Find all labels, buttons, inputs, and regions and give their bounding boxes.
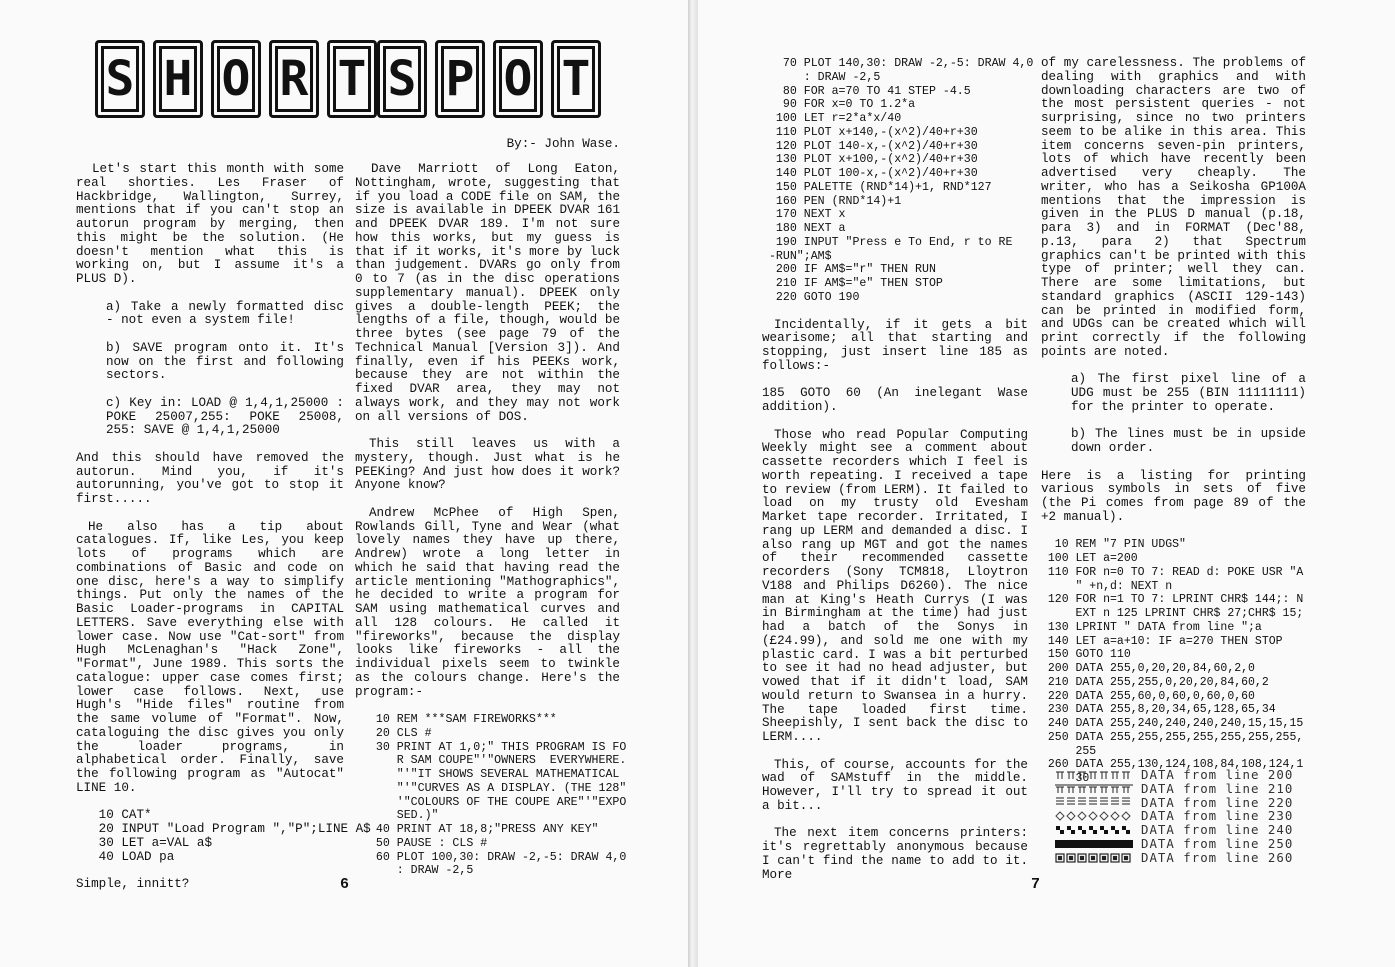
printout-label: DATA from line 230 [1141, 808, 1294, 824]
masthead-letter: R [269, 40, 319, 118]
paragraph: This, of course, accounts for the wad of SAMstuff in the middle. However, I'll try to spread it out a bit... [762, 757, 1028, 813]
masthead-letter: P [435, 40, 485, 118]
printout-row [1055, 851, 1300, 865]
printout-label: DATA from line 200 [1141, 767, 1294, 782]
printout-row [1055, 837, 1300, 851]
printout-row [1055, 823, 1300, 837]
paragraph: He also has a tip about catalogues. If, like Les, you keep lots of programs which are combinations of Basic and code on one disc, here's a way to simplify things. Put only the names of the Basic Loader-programs in CAPITAL LETTERS. Save everything else with lower case. Now use "Cat-sort" from Hugh McLenaghan's "Hack Zone", "Format", June 1989. This sorts the catalogue: upper case comes first; lower case follows. Next, use Hugh's "Hide files" routine from the same volume of "Format". Now, cataloguing the disc gives you only the loader programs, in alphabetical order. Finally, save the following program as "Autocat" LINE 10. [76, 519, 344, 795]
code-listing-autocat: 10 CAT* 20 INPUT "Load Program ","P";LINE A$ 30 LET a=VAL a$ 40 LOAD pa [98, 808, 371, 864]
page-number-right: 7 [1031, 876, 1041, 893]
paragraph: Here is a listing for printing various symbols in sets of five (the Pi comes from page 89 of the +2 manual). [1041, 468, 1306, 524]
right-column-2 [1041, 57, 1306, 800]
masthead-letter: S [95, 40, 145, 118]
paragraph: Let's start this month with some real shorties. Les Fraser of Hackbridge, Wallington, Surrey, mentions that if you can't stop an autorun program by merging, then this might be the solution. (He doesn't mention what this is working on, but I assume it's a PLUS D). [76, 162, 344, 286]
paragraph: Those who read Popular Computing Weekly might see a comment about cassette recorders which I feel is worth repeating. I received a tape to review (from LERM). It failed to load on my trusty old Evesham Market tape recorder. Irritated, I rang up LERM and demanded a disc. I also rang up MGT and got the names of their recommended cassette recorders (Sony TCM818, Lloytron V188 and Philips D6260). The nice man at King's Heath Currys (I was in Birmingham at the time) had just had a batch of the Sonys in (£24.99), and sold me one with my plastic card. I was a bit perturbed to see it had no head adjuster, but vowed that if it didn't load, SAM would return to Swansea in a hurry. The tape loaded first time. Sheepishly, I sent back the disc to LERM.... [762, 427, 1028, 744]
paragraph: This still leaves us with a mystery, though. Just what is he PEEKing? And just how does it work? Anyone know? [355, 437, 620, 493]
udg-stripes-glyph-row [1055, 797, 1133, 807]
printout-label: DATA from line 210 [1141, 780, 1294, 796]
byline: By:- John Wase. [506, 137, 620, 151]
paragraph: of my carelessness. The problems of dealing with graphics and with downloading characters are two of the most persistent queries - not surprising, since no two printers seem to be alike in this area. This item concerns seven-pin printers, lots of which have recently been advertised very cheaply. The writer, who has a Seikosha GP100A mentions that the impression is given in the PLUS D manual (p.18, para 3) and in FORMAT (Dec'88, p.13, para 2) that Spectrum graphics can't be printed with this type of printer; well they can. There are some limitations, but standard graphics (ASCII 129-143) can be printed in modified form, and UDGs can be created which will print correctly if the following points are noted. [1041, 56, 1306, 359]
masthead-letter: T [551, 40, 601, 118]
code-listing-fireworks: 10 REM ***SAM FIREWORKS*** 20 CLS # 30 PRINT AT 1,0;" THIS PROGRAM IS FO R SAM COUPE"'"OWNERS EVERYWHERE. "'"IT SHOWS SEVERAL MATHEMATICAL "'"CURVES AS A DISPLAY. (THE 128" '"COLOURS OF THE COUPE ARE"'"EXPO SED.)" 40 PRINT AT 18,8;"PRESS ANY KEY" 50 PAUSE : CLS # 60 PLOT 100,30: DRAW -2,-5: DRAW 4,0 : DRAW -2,5 [375, 713, 627, 878]
printout-label: DATA from line 240 [1141, 822, 1294, 838]
spine-gutter [688, 0, 698, 967]
code-listing-7pin-udgs: 10 REM "7 PIN UDGS" 100 LET a=200 110 FOR n=0 TO 7: READ d: POKE USR "A " +n,d: NEXT n 120 FOR n=1 TO 7: LPRINT CHR$ 144;: N EXT n 125 LPRINT CHR$ 27;CHR$ 15; 130 LPRINT " DATA from line ";a 140 LET a=a+10: IF a=270 THEN STOP 150 GOTO 110 200 DATA 255,0,20,20,84,60,2,0 210 DATA 255,255,0,20,20,84,60,2 220 DATA 255,60,0,60,0,60,0,60 230 DATA 255,8,20,34,65,128,65,34 240 DATA 255,240,240,240,240,15,15,15 250 DATA 255,255,255,255,255,255,255, 255 260 DATA 255,130,124,108,84,108,124,1 30 [1047, 538, 1304, 785]
udg-boxed-glyph-row [1055, 853, 1133, 863]
paragraph: Incidentally, if it gets a bit wearisome; all that starting and stopping, just insert line 185 as follows:- [762, 317, 1028, 373]
list-item-b: b) SAVE program onto it. It's now on the first and following sectors. [106, 340, 344, 383]
left-page [0, 0, 688, 967]
paragraph: Dave Marriott of Long Eaton, Nottingham, wrote, suggesting that if you load a CODE file on SAM, the size is available in DPEEK DVAR 161 and DPEEK DVAR 189. I'm not sure how this works, but my guess is that if it works, it's more by luck than judgement. DVARs go only from 0 to 7 (as in the disc operations supplementary manual). DPEEK only gives a double-length PEEK; the lengths of a file, though, would be three bytes (see page 79 of the Technical Manual [Version 3]). And finally, even if his PEEKs work, because they are not within the fixed DVAR area, they may not always work, and they may not work on all versions of DOS. [355, 162, 620, 424]
masthead-letter: S [377, 40, 427, 118]
udg-pi-glyph-row [1055, 770, 1133, 780]
printout-label: DATA from line 250 [1141, 835, 1294, 851]
masthead-letter: T [327, 40, 377, 118]
paragraph: And this should have removed the autorun. Mind you, if it's autorunning, you've got to stop it first..... [76, 450, 344, 506]
udg-checker-glyph-row [1055, 825, 1133, 835]
masthead-letter: O [211, 40, 261, 118]
list-item-c: c) Key in: LOAD @ 1,4,1,25000 : POKE 25007,255: POKE 25008, 255: SAVE @ 1,4,1,25000 [106, 395, 344, 438]
printout-row [1055, 782, 1300, 796]
left-column-2 [355, 162, 627, 892]
udg-solid-glyph-row [1055, 839, 1133, 849]
left-column-1 [76, 162, 371, 906]
masthead-letter: H [153, 40, 203, 118]
list-item-b: b) The lines must be in upside down order. [1071, 427, 1306, 455]
printout-row [1055, 809, 1300, 823]
masthead [95, 38, 591, 120]
masthead-word-spot [377, 40, 601, 118]
paragraph: The next item concerns printers: it's regrettably anonymous because I can't find the name to add to it. More [762, 826, 1028, 882]
printout-label: DATA from line 260 [1141, 849, 1294, 865]
page-number-left: 6 [340, 876, 350, 893]
list-item-a: a) Take a newly formatted disc - not even a system file! [106, 299, 344, 328]
right-column-1 [762, 57, 1034, 896]
code-listing-fireworks-cont: 70 PLOT 140,30: DRAW -2,-5: DRAW 4,0 : DRAW -2,5 80 FOR a=70 TO 41 STEP -4.5 90 FOR x=0 TO 1.2*a 100 LET r=2*a*x/40 110 PLOT x+140,-(x^2)/40+r+30 120 PLOT 140-x,-(x^2)/40+r+30 130 PLOT x+100,-(x^2)/40+r+30 140 PLOT 100-x,-(x^2)/40+r+30 150 PALETTE (RND*14)+1, RND*127 160 PEN (RND*14)+1 170 NEXT x 180 NEXT a 190 INPUT "Press e To End, r to RE -RUN";AM$ 200 IF AM$="r" THEN RUN 210 IF AM$="e" THEN STOP 220 GOTO 190 [768, 57, 1034, 304]
paragraph: 185 GOTO 60 (An inelegant Wase addition). [762, 386, 1028, 414]
printout-row [1055, 768, 1300, 782]
masthead-word-short [95, 40, 377, 118]
paragraph: Andrew McPhee of High Spen, Rowlands Gill, Tyne and Wear (what lovely names they have up there, Andrew) wrote a long letter in which he said that having read the article mentioning "Mathographics", he decided to write a program for SAM using mathematical curves and all 128 colours. He called it "fireworks", because the display looks like fireworks - all the individual pixels seem to twinkle as the colours change. Here's the program:- [355, 505, 620, 699]
masthead-letter: O [493, 40, 543, 118]
printout-label: DATA from line 220 [1141, 794, 1294, 810]
udg-pi-underline-glyph-row [1055, 784, 1133, 794]
paragraph: Simple, innitt? [76, 877, 190, 891]
udg-diamond-glyph-row [1055, 811, 1133, 821]
printout-row [1055, 796, 1300, 810]
list-item-a: a) The first pixel line of a UDG must be 255 (BIN 11111111) for the printer to operate. [1071, 372, 1306, 414]
printer-output-sample [1055, 768, 1300, 865]
